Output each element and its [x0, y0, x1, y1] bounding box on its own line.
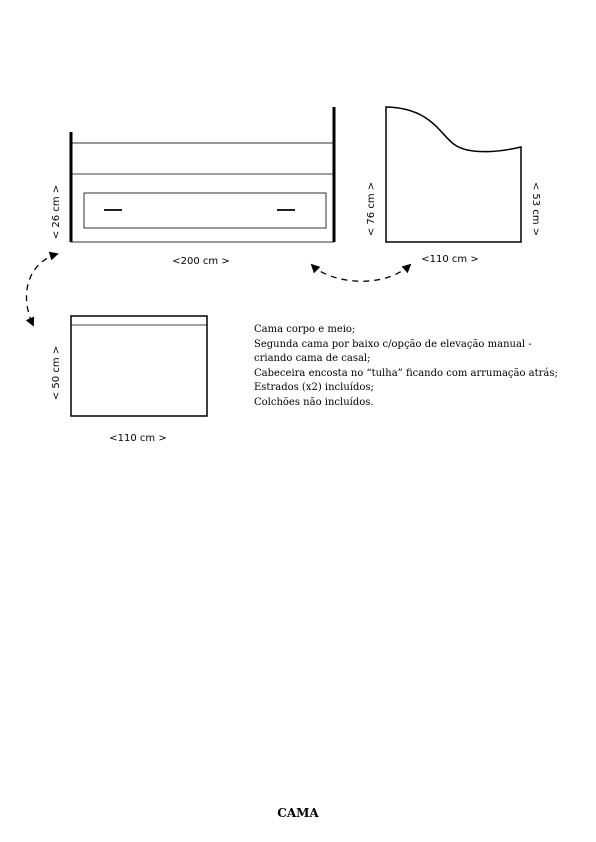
lower-height-label: < 50 cm > — [51, 345, 62, 401]
side-height-label: < 76 cm > — [366, 181, 377, 237]
side-view — [366, 107, 541, 265]
note-line: Cabeceira encosta no “tulha” ficando com arrumação atrás; — [254, 367, 558, 379]
page-title: CAMA — [277, 806, 319, 820]
side-width-label: <110 cm > — [421, 254, 479, 265]
note-line: criando cama de casal; — [254, 353, 371, 364]
dashed-arrow-left — [26, 254, 57, 325]
notes-list — [254, 323, 558, 410]
front-width-label: <200 cm > — [172, 256, 230, 267]
lower-bed-frame — [71, 316, 207, 416]
front-bed-frame — [71, 143, 334, 242]
note-line: Colchões não incluídos. — [254, 396, 374, 408]
lower-width-label: <110 cm > — [109, 433, 167, 444]
note-line: Cama corpo e meio; — [254, 324, 356, 335]
front-view — [51, 107, 334, 267]
note-line: Segunda cama por baixo c/opção de elevação manual - — [254, 338, 532, 350]
lower-bed-view — [51, 316, 207, 444]
front-height-label: < 26 cm > — [51, 184, 62, 240]
dashed-arrow-right — [312, 265, 410, 281]
side-inner-height-label: < 53 cm > — [530, 181, 541, 237]
note-line: Estrados (x2) incluídos; — [254, 382, 374, 393]
headboard-profile — [386, 107, 521, 242]
